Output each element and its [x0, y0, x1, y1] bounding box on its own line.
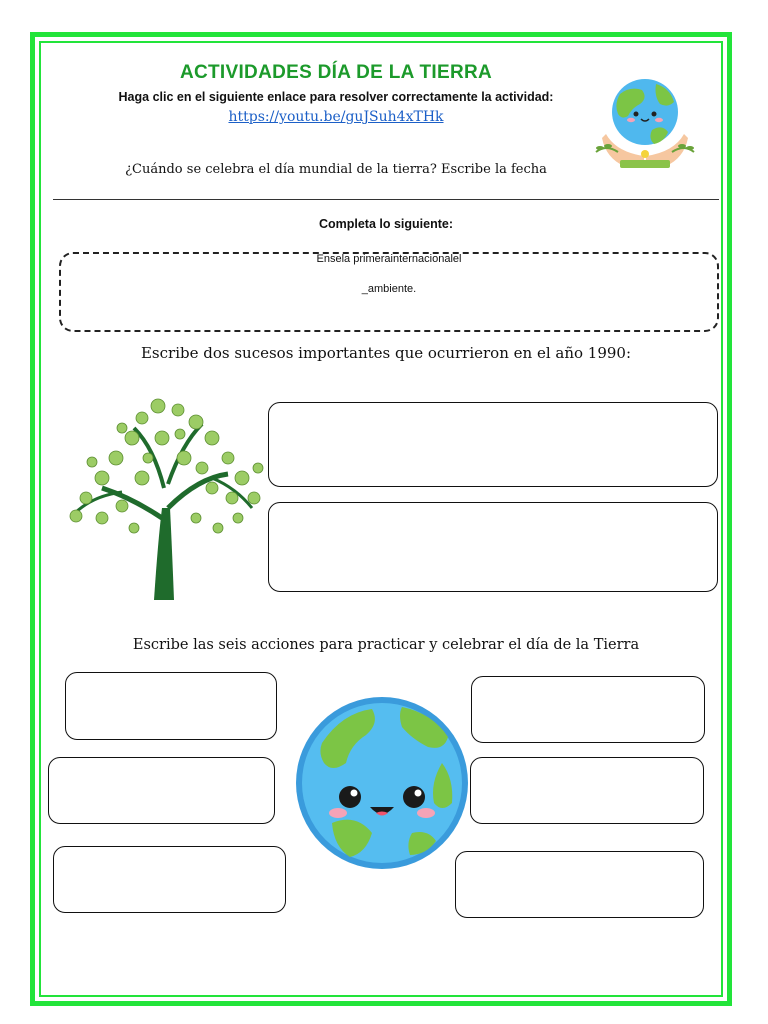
event-1990-box-2[interactable]: [268, 502, 718, 592]
earth-hands-icon: [590, 72, 700, 172]
complete-label: Completa lo siguiente:: [318, 217, 454, 231]
earth-globe-small: [612, 79, 678, 145]
question-date: ¿Cuándo se celebra el día mundial de la tierra? Escribe la fecha: [125, 162, 547, 177]
tree-icon: [62, 388, 268, 600]
section-divider: [53, 199, 719, 200]
event-1990-box-1[interactable]: [268, 402, 718, 487]
action-box-4[interactable]: [471, 676, 705, 743]
instruction-text: Haga clic en el siguiente enlace para resolver correctamente la actividad:: [118, 90, 554, 104]
action-box-5[interactable]: [470, 757, 704, 824]
action-box-6[interactable]: [455, 851, 704, 918]
question-actions: Escribe las seis acciones para practicar y celebrar el día de la Tierra: [132, 637, 640, 653]
fill-in-line-2: _ambiente.: [361, 283, 417, 295]
worksheet-title: ACTIVIDADES DÍA DE LA TIERRA: [179, 62, 493, 83]
smiling-earth-icon: [292, 693, 472, 873]
question-1990: Escribe dos sucesos importantes que ocurrieron en el año 1990:: [140, 344, 632, 362]
youtube-link[interactable]: https://youtu.be/guJSuh4xTHk: [228, 109, 444, 125]
fill-in-line-1: Ensela primerainternacionalel: [316, 253, 462, 265]
action-box-2[interactable]: [48, 757, 275, 824]
action-box-3[interactable]: [53, 846, 286, 913]
action-box-1[interactable]: [65, 672, 277, 740]
